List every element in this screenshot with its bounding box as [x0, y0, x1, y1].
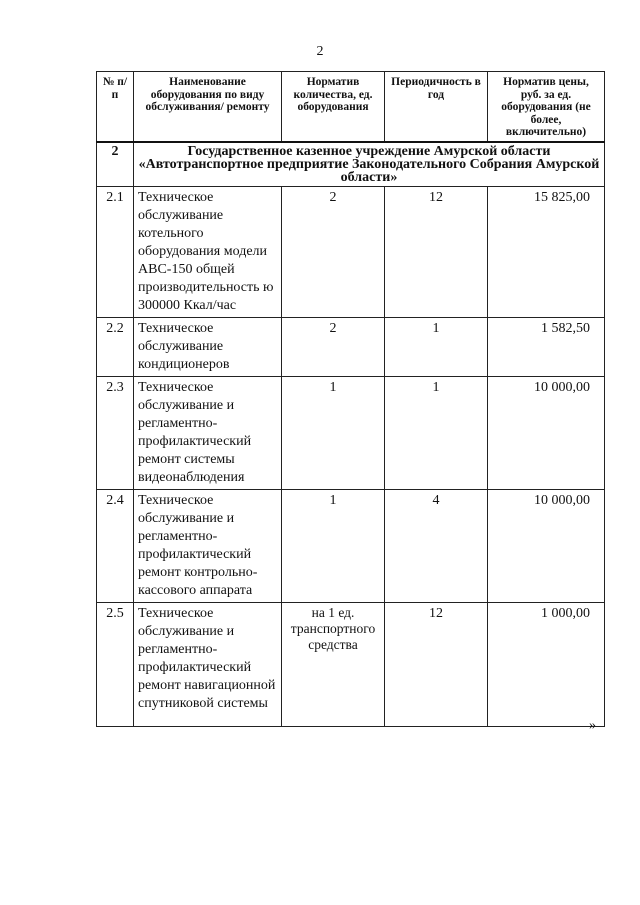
row-quantity: 2 — [282, 317, 385, 376]
norms-table — [96, 71, 605, 727]
row-quantity: 1 — [282, 489, 385, 602]
section-row — [97, 142, 605, 187]
header-periodicity: Периодичность в год — [385, 72, 488, 142]
row-periodicity: 1 — [385, 317, 488, 376]
section-title: Государственное казенное учреждение Амурской области «Автотранспортное предприятие Законодательного Собрания Амурской области» — [134, 142, 605, 187]
row-quantity: 1 — [282, 376, 385, 489]
row-name: Техническое обслуживание и регламентно-профилактический ремонт контрольно-кассового аппарата — [134, 489, 282, 602]
row-number: 2.1 — [97, 186, 134, 317]
row-name: Техническое обслуживание и регламентно-профилактический ремонт системы видеонаблюдения — [134, 376, 282, 489]
table-row — [97, 376, 605, 489]
header-equipment-name: Наименование оборудования по виду обслуживания/ ремонту — [134, 72, 282, 142]
row-number: 2.5 — [97, 602, 134, 726]
row-number: 2.4 — [97, 489, 134, 602]
header-price-norm: Норматив цены, руб. за ед. оборудования (не более, включительно) — [488, 72, 605, 142]
page-number: 2 — [316, 44, 324, 59]
closing-quote: » — [589, 718, 596, 733]
row-periodicity: 1 — [385, 376, 488, 489]
row-quantity: 2 — [282, 186, 385, 317]
table-header-row — [97, 72, 605, 142]
row-price: 1 582,50 — [488, 317, 605, 376]
row-name: Техническое обслуживание котельного оборудования модели АВС-150 общей производительность ю 300000 Ккал/час — [134, 186, 282, 317]
row-price: 15 825,00 — [488, 186, 605, 317]
row-price: 1 000,00 — [488, 602, 605, 726]
row-number: 2.2 — [97, 317, 134, 376]
row-periodicity: 12 — [385, 186, 488, 317]
row-periodicity: 12 — [385, 602, 488, 726]
row-number: 2.3 — [97, 376, 134, 489]
row-periodicity: 4 — [385, 489, 488, 602]
header-quantity-norm: Норматив количества, ед. оборудования — [282, 72, 385, 142]
row-name: Техническое обслуживание кондиционеров — [134, 317, 282, 376]
table-row — [97, 317, 605, 376]
table-row — [97, 186, 605, 317]
table-row — [97, 602, 605, 726]
section-number: 2 — [97, 142, 134, 187]
header-number: № п/п — [97, 72, 134, 142]
row-price: 10 000,00 — [488, 376, 605, 489]
row-price: 10 000,00 — [488, 489, 605, 602]
table-row — [97, 489, 605, 602]
row-quantity: на 1 ед. транспортного средства — [282, 602, 385, 726]
row-name: Техническое обслуживание и регламентно-профилактический ремонт навигационной спутниковой системы — [134, 602, 282, 726]
